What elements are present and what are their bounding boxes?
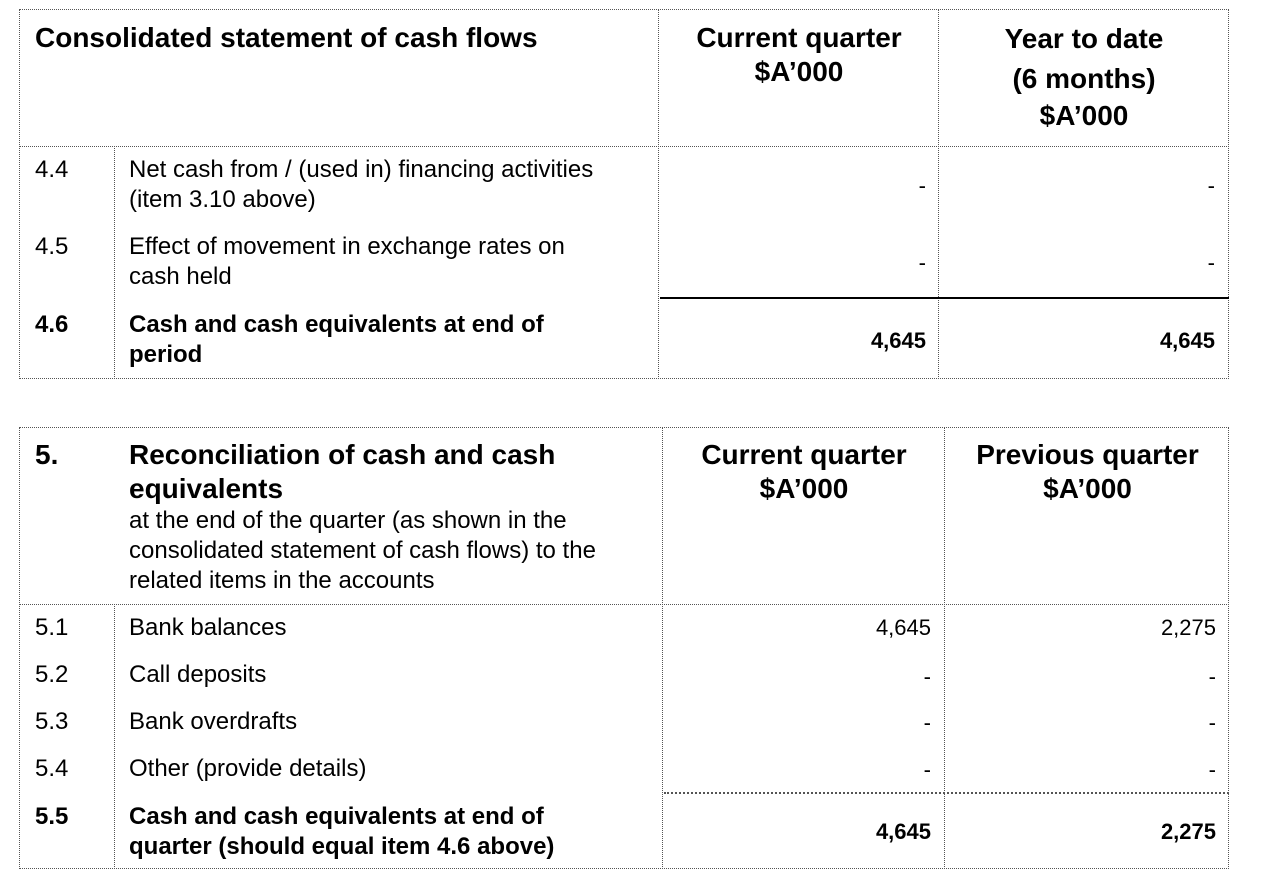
section-number: 5. <box>35 439 59 470</box>
total-rule <box>664 792 1229 794</box>
previous-quarter-value: 2,275 <box>1160 819 1216 844</box>
current-quarter-value: - <box>923 757 931 782</box>
current-quarter-value: - <box>918 173 926 198</box>
previous-quarter-value: - <box>1208 757 1216 782</box>
divider <box>662 427 663 869</box>
current-quarter-value: 4,645 <box>875 615 931 640</box>
column-header-previous-quarter: Previous quarter $A’000 <box>976 439 1199 504</box>
current-quarter-value: 4,645 <box>875 819 931 844</box>
row-number: 5.5 <box>35 803 69 830</box>
row-label: Bank overdrafts <box>129 708 298 735</box>
current-quarter-value: - <box>923 664 931 689</box>
row-label: Cash and cash equivalents at end of period <box>129 311 544 368</box>
row-number: 5.3 <box>35 708 69 735</box>
divider <box>658 9 659 379</box>
column-header-current-quarter: Current quarter $A’000 <box>701 439 907 504</box>
current-quarter-value: - <box>918 250 926 275</box>
section-title: Reconciliation of cash and cash equivalents at the end of the quarter (as shown in the consolidated statement of cash flows) to the related items in the accounts <box>129 439 596 594</box>
total-rule <box>660 297 1229 299</box>
row-number: 4.6 <box>35 311 69 338</box>
year-to-date-value: - <box>1207 250 1215 275</box>
divider <box>19 146 1229 147</box>
divider <box>114 604 115 869</box>
row-number: 5.2 <box>35 661 69 688</box>
row-label: Other (provide details) <box>129 755 367 782</box>
divider <box>938 9 939 379</box>
row-number: 5.1 <box>35 614 69 641</box>
previous-quarter-value: 2,275 <box>1160 615 1216 640</box>
row-number: 5.4 <box>35 755 69 782</box>
row-label: Call deposits <box>129 661 267 688</box>
row-number: 4.5 <box>35 233 69 260</box>
column-header-year-to-date: Year to date (6 months) $A’000 <box>1004 23 1164 131</box>
divider <box>114 146 115 379</box>
year-to-date-value: 4,645 <box>1159 328 1215 353</box>
divider <box>944 427 945 869</box>
section-title: Consolidated statement of cash flows <box>35 22 538 53</box>
column-header-current-quarter: Current quarter $A’000 <box>696 22 902 87</box>
row-label: Cash and cash equivalents at end of quarter (should equal item 4.6 above) <box>129 803 555 860</box>
current-quarter-value: 4,645 <box>870 328 926 353</box>
row-number: 4.4 <box>35 156 69 183</box>
current-quarter-value: - <box>923 710 931 735</box>
previous-quarter-value: - <box>1208 664 1216 689</box>
previous-quarter-value: - <box>1208 710 1216 735</box>
row-label: Effect of movement in exchange rates on cash held <box>129 233 565 290</box>
row-label: Bank balances <box>129 614 287 641</box>
row-label: Net cash from / (used in) financing activities (item 3.10 above) <box>129 156 594 213</box>
divider <box>19 604 1229 605</box>
year-to-date-value: - <box>1207 173 1215 198</box>
